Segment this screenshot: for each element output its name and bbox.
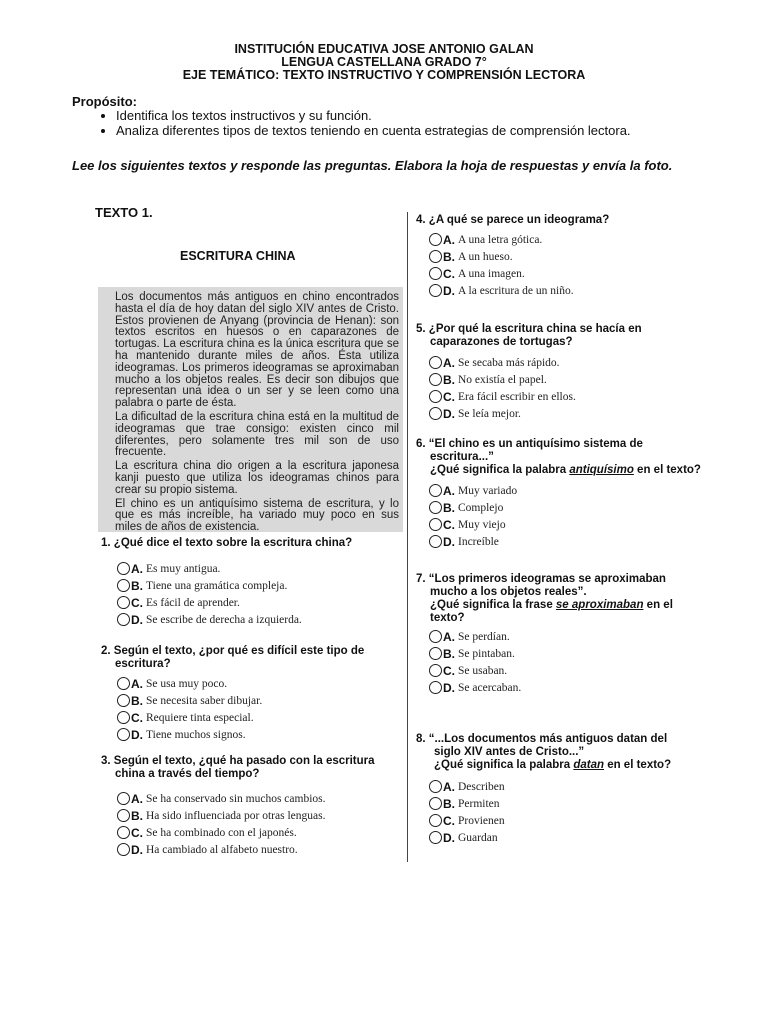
answer-bubble[interactable]	[429, 250, 442, 263]
texto-label: TEXTO 1.	[95, 205, 153, 220]
question-text: ¿Qué significa la palabra datan en el texto?	[434, 759, 672, 771]
answer-option[interactable]: D. Se escribe de derecha a izquierda.	[117, 611, 401, 628]
passage-paragraph: La dificultad de la escritura china está en la multitud de ideogramas que trae consigo: existen cinco mil diferentes, pero solamente tres mil son de uso frecuente.	[115, 410, 399, 459]
topic-title: EJE TEMÁTICO: TEXTO INSTRUCTIVO Y COMPRENSIÓN LECTORA	[182, 68, 586, 82]
question-8	[416, 733, 726, 846]
answer-option[interactable]: B. Se necesita saber dibujar.	[117, 692, 401, 709]
question-text: 2. Según el texto, ¿por qué es difícil este tipo de	[101, 645, 365, 657]
answer-bubble[interactable]	[429, 647, 442, 660]
question-text: mucho a los objetos reales”.	[430, 586, 587, 598]
answer-option[interactable]: D. Increíble	[429, 533, 726, 550]
answer-bubble[interactable]	[429, 267, 442, 280]
question-6	[416, 438, 726, 550]
question-text: caparazones de tortugas?	[430, 336, 573, 348]
answer-option[interactable]: A. Muy variado	[429, 482, 726, 499]
answer-option[interactable]: C. Es fácil de aprender.	[117, 594, 401, 611]
answer-bubble[interactable]	[429, 501, 442, 514]
question-text: siglo XIV antes de Cristo...”	[434, 746, 585, 758]
question-3	[101, 755, 401, 858]
answer-option[interactable]: C. A una imagen.	[429, 265, 716, 282]
school-name: INSTITUCIÓN EDUCATIVA JOSE ANTONIO GALAN	[234, 42, 534, 56]
answer-option[interactable]: B. No existía el papel.	[429, 371, 716, 388]
purpose-list	[92, 108, 631, 138]
answer-option[interactable]: C. Provienen	[429, 812, 726, 829]
answer-bubble[interactable]	[429, 390, 442, 403]
answer-bubble[interactable]	[429, 814, 442, 827]
answer-option[interactable]: B. A un hueso.	[429, 248, 716, 265]
answer-bubble[interactable]	[429, 664, 442, 677]
answer-bubble[interactable]	[117, 677, 130, 690]
answer-option[interactable]: D. A la escritura de un niño.	[429, 282, 716, 299]
passage-title: ESCRITURA CHINA	[180, 249, 296, 263]
answer-bubble[interactable]	[429, 780, 442, 793]
underlined-phrase: se aproximaban	[555, 599, 644, 611]
question-text: escritura...”	[430, 451, 494, 463]
question-text: 8. “...Los documentos más antiguos datan del	[416, 733, 668, 745]
course-title: LENGUA CASTELLANA GRADO 7°	[281, 55, 487, 69]
answer-option[interactable]: B. Complejo	[429, 499, 726, 516]
answer-bubble[interactable]	[117, 809, 130, 822]
answer-bubble[interactable]	[429, 356, 442, 369]
answer-option[interactable]: D. Se leía mejor.	[429, 405, 716, 422]
answer-option[interactable]: D. Se acercaban.	[429, 679, 726, 696]
answer-bubble[interactable]	[429, 535, 442, 548]
answer-bubble[interactable]	[117, 613, 130, 626]
purpose-title: Propósito:	[72, 94, 137, 109]
answer-option[interactable]: C. Requiere tinta especial.	[117, 709, 401, 726]
answer-option[interactable]: A. Se secaba más rápido.	[429, 354, 716, 371]
answer-bubble[interactable]	[117, 728, 130, 741]
answer-bubble[interactable]	[117, 596, 130, 609]
question-5	[416, 323, 716, 422]
answer-bubble[interactable]	[429, 484, 442, 497]
answer-bubble[interactable]	[117, 843, 130, 856]
answer-option[interactable]: D. Ha cambiado al alfabeto nuestro.	[117, 841, 401, 858]
answer-bubble[interactable]	[429, 797, 442, 810]
answer-bubble[interactable]	[429, 681, 442, 694]
answer-option[interactable]: C. Era fácil escribir en ellos.	[429, 388, 716, 405]
question-text: 4. ¿A qué se parece un ideograma?	[416, 214, 610, 226]
answer-bubble[interactable]	[117, 562, 130, 575]
purpose-item: • Identifica los textos instructivos y su función.	[116, 108, 631, 123]
answer-option[interactable]: C. Se usaban.	[429, 662, 726, 679]
reading-passage	[98, 287, 403, 532]
answer-option[interactable]: D. Guardan	[429, 829, 726, 846]
instructions: Lee los siguientes textos y responde las preguntas. Elabora la hoja de respuestas y envía la foto.	[72, 158, 673, 173]
question-text: texto?	[430, 612, 465, 624]
question-7	[416, 573, 726, 696]
underlined-word: datan	[573, 759, 604, 771]
answer-option[interactable]: B. Permiten	[429, 795, 726, 812]
answer-bubble[interactable]	[429, 831, 442, 844]
answer-bubble[interactable]	[429, 284, 442, 297]
question-text: 7. “Los primeros ideogramas se aproximaban	[416, 573, 666, 585]
answer-option[interactable]: C. Se ha combinado con el japonés.	[117, 824, 401, 841]
answer-option[interactable]: B. Ha sido influenciada por otras lenguas.	[117, 807, 401, 824]
passage-paragraph: El chino es un antiquísimo sistema de escritura, y lo que es más increíble, ha variado muy poco en sus miles de años de existencia.	[115, 497, 399, 534]
answer-option[interactable]: A. Describen	[429, 778, 726, 795]
question-text: 6. “El chino es un antiquísimo sistema de	[416, 438, 643, 450]
answer-option[interactable]: B. Se pintaban.	[429, 645, 726, 662]
answer-bubble[interactable]	[117, 579, 130, 592]
answer-bubble[interactable]	[117, 711, 130, 724]
question-text: 1. ¿Qué dice el texto sobre la escritura china?	[101, 537, 353, 549]
answer-option[interactable]: A. Se ha conservado sin muchos cambios.	[117, 790, 401, 807]
answer-option[interactable]: A. A una letra gótica.	[429, 231, 716, 248]
answer-option[interactable]: B. Tiene una gramática compleja.	[117, 577, 401, 594]
passage-paragraph: La escritura china dio origen a la escritura japonesa kanji puesto que utiliza los ideogramas chinos para crear su propio sistema.	[115, 460, 399, 496]
column-divider	[407, 212, 408, 862]
question-text: 5. ¿Por qué la escritura china se hacía en	[416, 323, 642, 335]
question-2	[101, 645, 401, 743]
answer-option[interactable]: A. Se perdían.	[429, 628, 726, 645]
answer-option[interactable]: A. Se usa muy poco.	[117, 675, 401, 692]
answer-bubble[interactable]	[429, 233, 442, 246]
answer-bubble[interactable]	[429, 407, 442, 420]
purpose-item: • Analiza diferentes tipos de textos teniendo en cuenta estrategias de comprensión lectora.	[116, 123, 631, 138]
answer-option[interactable]: A. Es muy antigua.	[117, 560, 401, 577]
answer-bubble[interactable]	[429, 518, 442, 531]
answer-bubble[interactable]	[117, 694, 130, 707]
underlined-word: antiquísimo	[569, 464, 634, 476]
question-4	[416, 214, 716, 299]
answer-option[interactable]: C. Muy viejo	[429, 516, 726, 533]
answer-bubble[interactable]	[117, 826, 130, 839]
answer-bubble[interactable]	[429, 373, 442, 386]
question-1	[101, 537, 401, 628]
answer-bubble[interactable]	[117, 792, 130, 805]
question-text: china a través del tiempo?	[115, 768, 260, 780]
answer-bubble[interactable]	[429, 630, 442, 643]
passage-paragraph: Los documentos más antiguos en chino encontrados hasta el día de hoy datan del siglo XIV antes de Cristo. Estos provienen de Anyang (provincia de Henan): son textos escritos en huesos o en caparazones de tortugas. La escritura china es la única escritura que se ha mantenido durante miles de años. Ésta utiliza ideogramas. Los primeros ideogramas se aproximaban mucho a los objetos reales. Es decir son dibujos que representan una idea o un ser y se leen como una palabra o parte de ésta.	[115, 291, 399, 410]
answer-option[interactable]: D. Tiene muchos signos.	[117, 726, 401, 743]
question-text: ¿Qué significa la palabra antiquísimo en el texto?	[430, 464, 701, 476]
question-text: escritura?	[115, 658, 171, 670]
question-text: 3. Según el texto, ¿qué ha pasado con la escritura	[101, 755, 375, 767]
question-text: ¿Qué significa la frase se aproximaban en el	[430, 599, 673, 611]
